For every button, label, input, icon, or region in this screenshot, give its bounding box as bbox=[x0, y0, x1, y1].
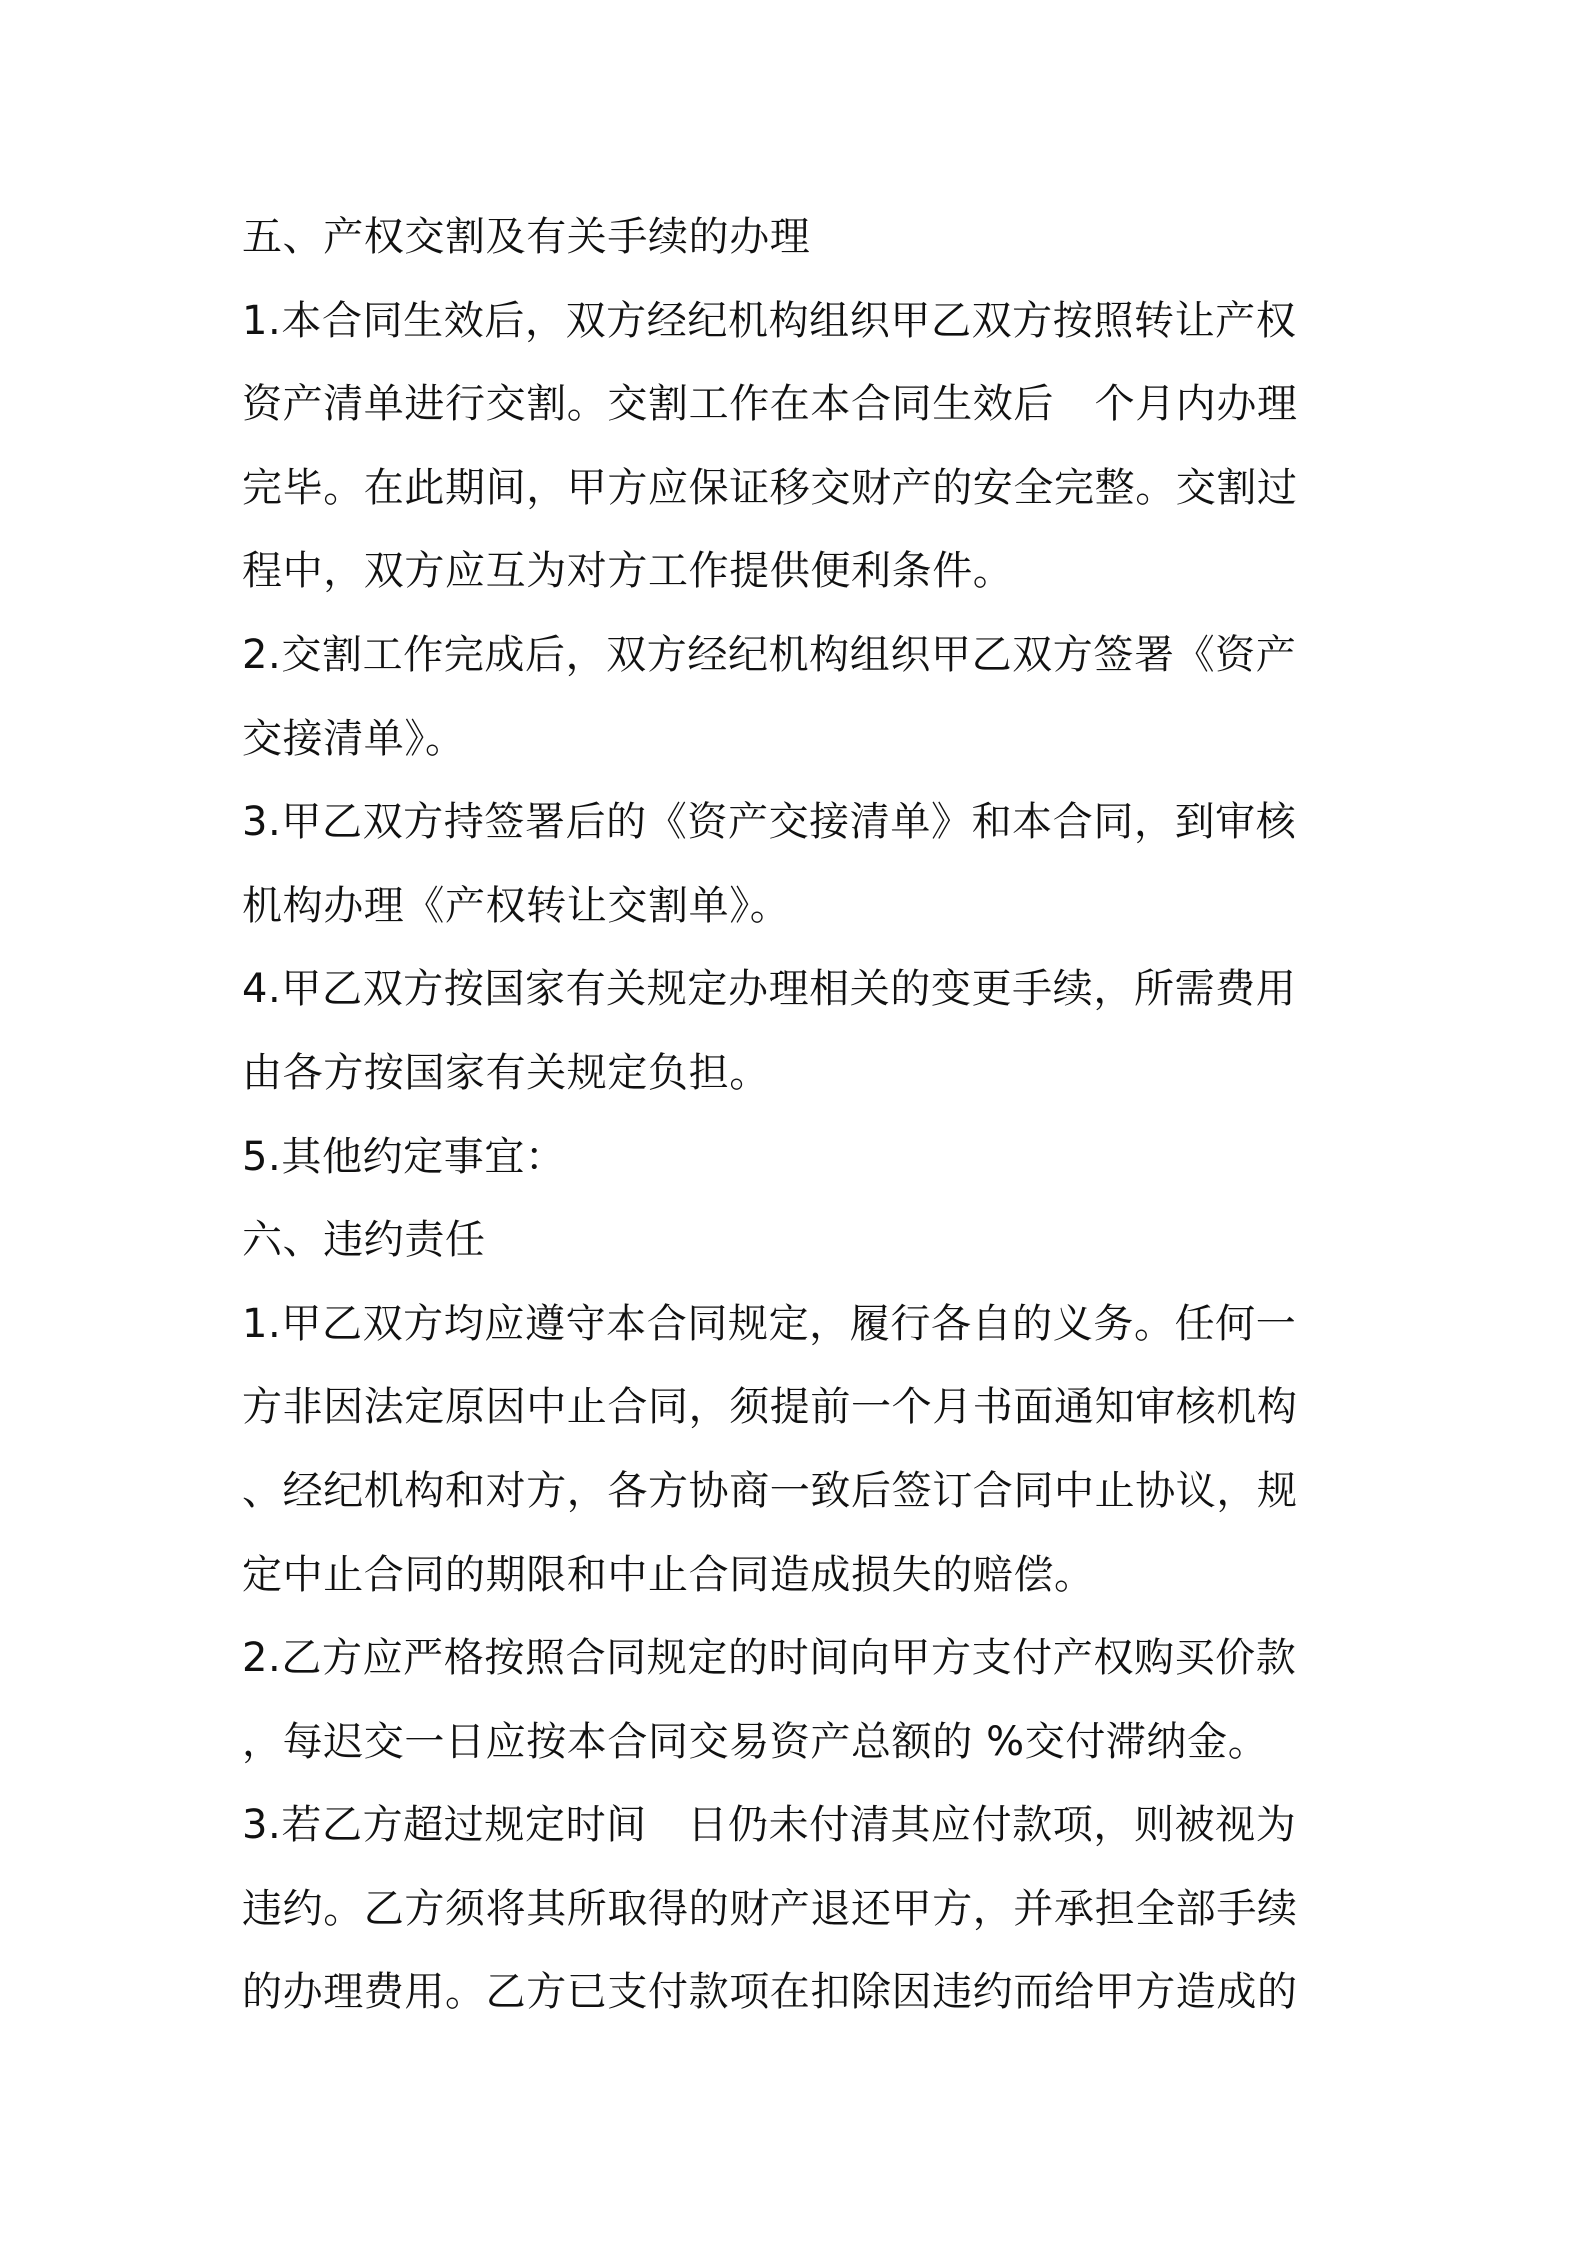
text-line: 3.甲乙双方持签署后的《资产交接清单》和本合同，到审核 bbox=[242, 799, 1297, 846]
text-line: ，每迟交一日应按本合同交易资产总额的 %交付滞纳金。 bbox=[242, 1718, 1269, 1765]
section-heading-5: 五、产权交割及有关手续的办理 bbox=[242, 214, 811, 260]
text-line: 3.若乙方超过规定时间 日仍未付清其应付款项，则被视为 bbox=[242, 1802, 1297, 1849]
text-line: 2.乙方应严格按照合同规定的时间向甲方支付产权购买价款 bbox=[242, 1635, 1297, 1682]
text-line: 由各方按国家有关规定负担。 bbox=[242, 1049, 770, 1096]
text-line: 交接清单》。 bbox=[242, 715, 466, 762]
text-line: 完毕。在此期间，甲方应保证移交财产的安全完整。交割过 bbox=[242, 464, 1298, 511]
text-line: 2.交割工作完成后，双方经纪机构组织甲乙双方签署《资产 bbox=[242, 631, 1297, 678]
text-line: 定中止合同的期限和中止合同造成损失的赔偿。 bbox=[242, 1551, 1095, 1598]
text-line: 的办理费用。乙方已支付款项在扣除因违约而给甲方造成的 bbox=[242, 1969, 1298, 2016]
text-line: 程中，双方应互为对方工作提供便利条件。 bbox=[242, 548, 1014, 595]
text-line: 方非因法定原因中止合同，须提前一个月书面通知审核机构 bbox=[242, 1384, 1298, 1431]
text-line: 1.本合同生效后，双方经纪机构组织甲乙双方按照转让产权 bbox=[242, 297, 1297, 344]
text-line: 1.甲乙双方均应遵守本合同规定，履行各自的义务。任何一 bbox=[242, 1300, 1297, 1347]
text-line: 5.其他约定事宜： bbox=[242, 1133, 566, 1180]
text-line: 违约。乙方须将其所取得的财产退还甲方，并承担全部手续 bbox=[242, 1885, 1298, 1932]
section-heading-6: 六、违约责任 bbox=[242, 1217, 486, 1264]
text-line: 资产清单进行交割。交割工作在本合同生效后 个月内办理 bbox=[242, 381, 1298, 428]
text-line: 4.甲乙双方按国家有关规定办理相关的变更手续，所需费用 bbox=[242, 966, 1297, 1013]
document-body bbox=[242, 196, 1362, 2035]
text-line: 、经纪机构和对方，各方协商一致后签订合同中止协议，规 bbox=[242, 1467, 1298, 1514]
text-line: 机构办理《产权转让交割单》。 bbox=[242, 882, 791, 929]
